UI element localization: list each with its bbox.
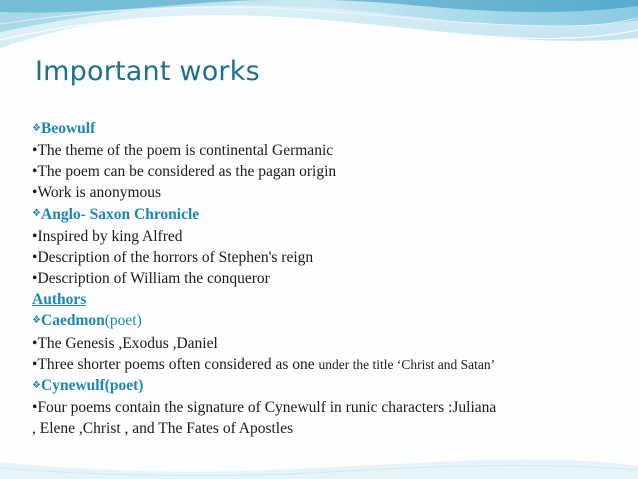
- heading-authors: Authors: [32, 291, 87, 309]
- list-item-continuation: , Elene ,Christ , and The Fates of Apostles: [32, 420, 294, 438]
- heading-beowulf: ❖Beowulf: [32, 118, 630, 140]
- bullet-icon: •: [32, 355, 38, 373]
- bullet-icon: •: [32, 184, 38, 202]
- diamond-bullet-icon: ❖: [32, 208, 41, 220]
- bullet-icon: •: [32, 142, 38, 160]
- list-item: •Four poems contain the signature of Cynewulf in runic characters :Juliana: [32, 398, 497, 416]
- list-item: •Description of William the conqueror: [32, 270, 270, 288]
- bullet-icon: •: [32, 398, 38, 416]
- list-item: •Work is anonymous: [32, 184, 162, 202]
- bullet-icon: •: [32, 248, 38, 266]
- list-item: •The poem can be considered as the pagan origin: [32, 163, 337, 181]
- wave-bottom-light: [0, 460, 638, 479]
- list-item: •The Genesis ,Exodus ,Daniel: [32, 334, 218, 352]
- diamond-bullet-icon: ❖: [32, 379, 41, 391]
- slide-body: [32, 118, 630, 439]
- bullet-icon: •: [32, 334, 38, 352]
- bullet-icon: •: [32, 227, 38, 245]
- slide-title: Important works: [35, 56, 260, 87]
- heading-caedmon: ❖Caedmon(poet): [32, 310, 630, 332]
- list-item: •Three shorter poems often considered as one under the title ‘Christ and Satan’: [32, 355, 496, 373]
- list-item: •Inspired by king Alfred: [32, 227, 183, 245]
- bullet-icon: •: [32, 163, 38, 181]
- list-item: •Description of the horrors of Stephen's reign: [32, 248, 314, 266]
- diamond-bullet-icon: ❖: [32, 122, 41, 134]
- diamond-bullet-icon: ❖: [32, 315, 41, 327]
- heading-chronicle: ❖Anglo- Saxon Chronicle: [32, 204, 630, 226]
- heading-cynewulf: ❖Cynewulf(poet): [32, 375, 630, 397]
- list-item: •The theme of the poem is continental Germanic: [32, 142, 334, 160]
- bullet-icon: •: [32, 270, 38, 288]
